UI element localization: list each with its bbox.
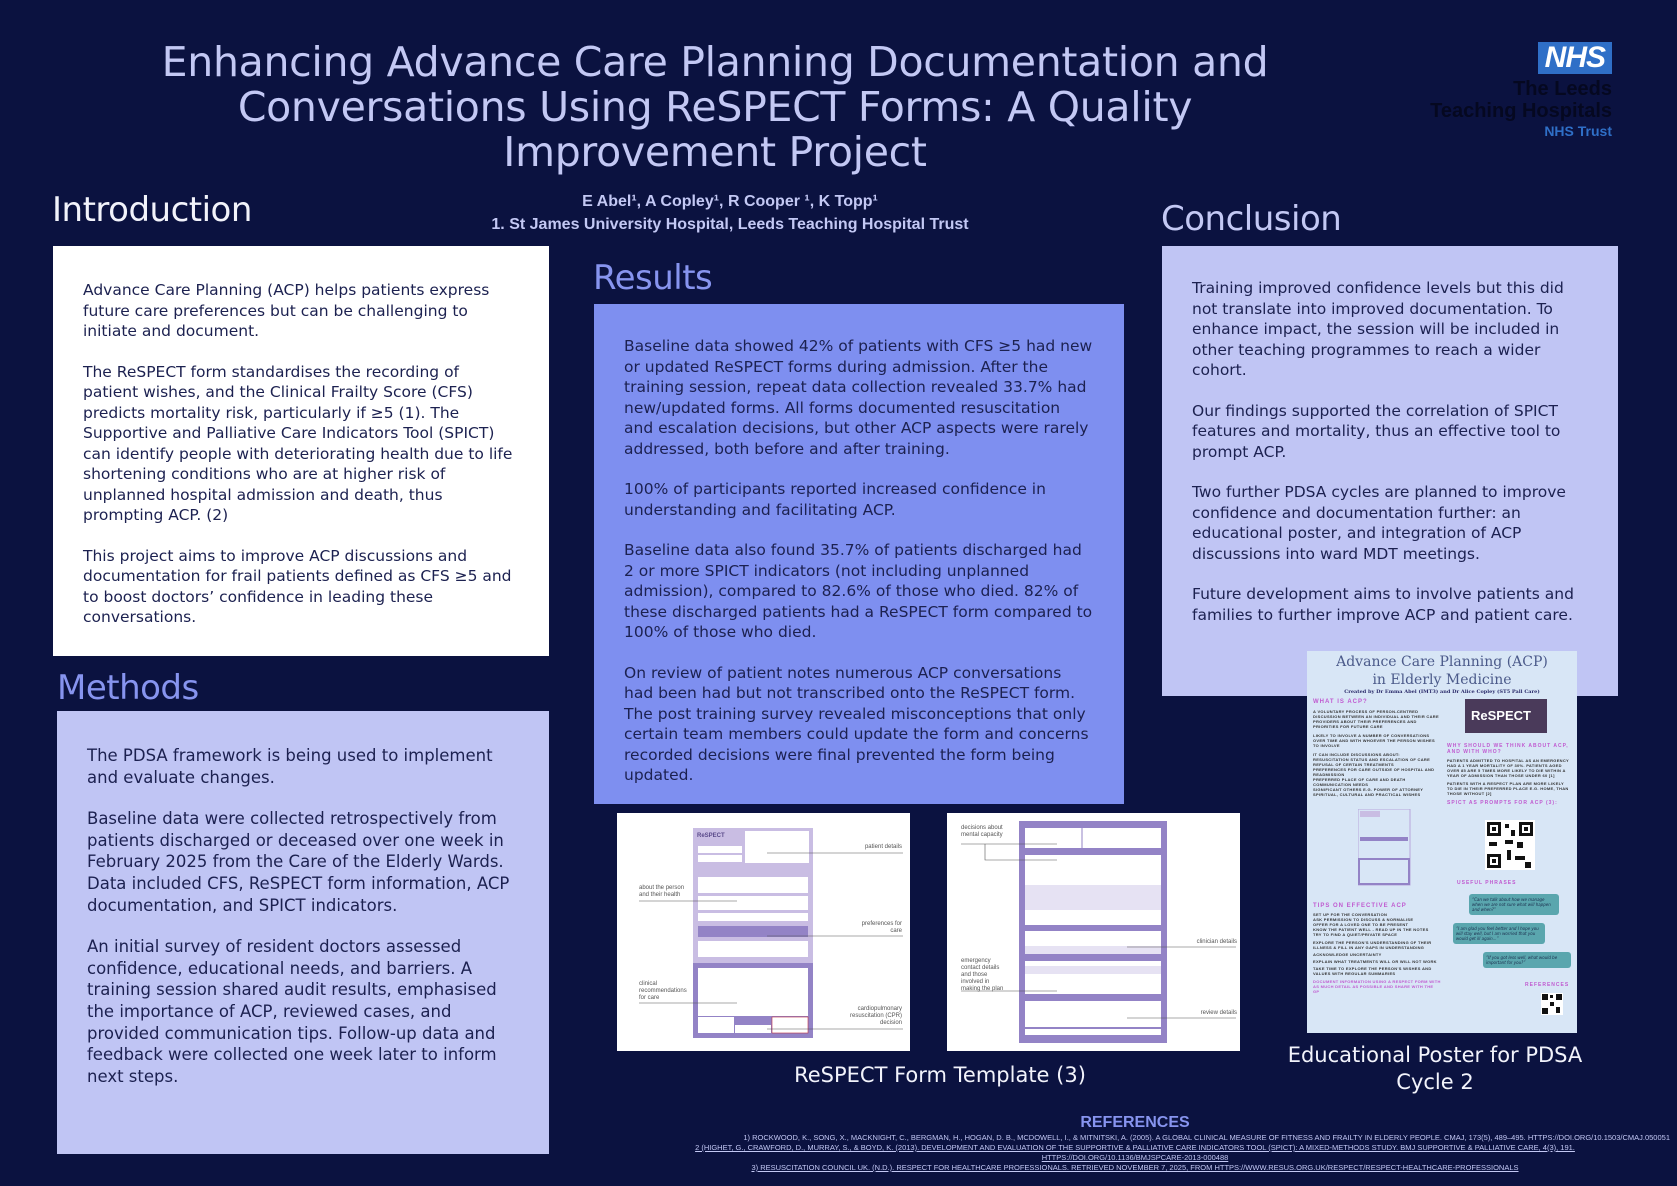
methods-paragraph: An initial survey of resident doctors assessed confidence, educational needs, and barriers. A training session shared audit results, emphasised the importance of ACP, reviewed cases, and provided communication tips. Follow-up data and feedback were collected one week later to inform next steps.: [87, 937, 497, 1086]
edu-heading-what-is: WHAT IS ACP?: [1313, 699, 1368, 705]
edu-left-column: [1313, 699, 1441, 994]
edu-tip-item: TRY TO FIND A QUIET/PRIVATE SPACE: [1313, 932, 1398, 937]
references-section: [600, 1113, 1670, 1173]
edu-include-item: RESUSCITATION STATUS AND ESCALATION OF CARE: [1313, 757, 1431, 762]
qr-code-icon: [1485, 820, 1535, 870]
results-heading: Results: [593, 258, 713, 298]
conclusion-paragraph: Two further PDSA cycles are planned to improve confidence and documentation further: an educational poster, and integration of ACP discussions into ward MDT meetings.: [1192, 483, 1566, 563]
edu-mini-respect-form-icon: [1358, 809, 1418, 889]
edu-phrase-bubble: “If you got less well, what would be important for you?”: [1483, 952, 1571, 968]
conclusion-heading: Conclusion: [1161, 199, 1342, 239]
edu-tip-more: ACKNOWLEDGE UNCERTAINTY: [1313, 952, 1382, 957]
edu-include-item: SIGNIFICANT OTHERS E.G. POWER OF ATTORNEY: [1313, 787, 1424, 792]
results-paragraph: 100% of participants reported increased confidence in understanding and facilitating ACP.: [624, 480, 1046, 519]
methods-paragraph: The PDSA framework is being used to implement and evaluate changes.: [87, 746, 493, 787]
intro-paragraph: Advance Care Planning (ACP) helps patients express future care preferences but can be challenging to initiate and document.: [83, 281, 490, 340]
methods-panel: [57, 711, 549, 1154]
methods-heading: Methods: [57, 668, 199, 708]
edu-heading-spict: SPICT AS PROMPTS FOR ACP (3):: [1447, 800, 1558, 806]
org-name-line2: Teaching Hospitals: [1430, 100, 1612, 122]
form-label-review-details: review details: [1200, 1010, 1237, 1016]
edu-heading-phrases: USEFUL PHRASES: [1457, 880, 1517, 886]
results-paragraph: On review of patient notes numerous ACP conversations had been had but not transcribed onto the ReSPECT form. The post training survey revealed misconceptions that only certain team members could update the form and concerns recorded decisions were final prevented the form being updated.: [624, 663, 1089, 784]
respect-brand-label: ReSPECT: [697, 833, 725, 839]
reference-item: 1) ROCKWOOD, K., SONG, X., MACKNIGHT, C., BERGMAN, H., HOGAN, D. B., MCDOWELL, I., & MITNITSKI, A. (2005). A GLOBAL CLINICAL MEASURE OF FITNESS AND FRAILTY IN ELDERLY PEOPLE. CMAJ, 173(5), 489–495. HTTPS://DOI.ORG/10.1503/CMAJ.050051: [743, 1133, 1670, 1142]
form-label-preferences: preferences for care: [861, 921, 902, 934]
edu-poster-credits: Created by Dr Emma Abel (IMT3) and Dr Alice Copley (ST5 Pall Care): [1344, 689, 1540, 695]
results-panel: [594, 304, 1124, 804]
edu-tip-final: DOCUMENT INFORMATION USING A RESPECT FORM WITH AS MUCH DETAIL AS POSSIBLE AND SHARE WITH THE GP: [1313, 979, 1441, 994]
respect-form-page2-figure: [947, 813, 1240, 1051]
form-label-clinical-recommendations: clinical recommendations for care: [639, 981, 687, 1001]
edu-include-item: PREFERENCES FOR CARE OUTSIDE OF HOSPITAL AND READMISSION: [1313, 767, 1435, 777]
edu-tip-more: TAKE TIME TO EXPLORE THE PERSON'S WISHES AND VALUES WITH REGULAR SUMMARIES: [1313, 966, 1432, 976]
form-label-mental-capacity: decisions about mental capacity: [961, 825, 1003, 838]
edu-heading-why: WHY SHOULD WE THINK ABOUT ACP, AND WITH WHO?: [1447, 743, 1569, 755]
poster-title: Enhancing Advance Care Planning Documentation and Conversations Using ReSPECT Forms: A Quality Improvement Project: [161, 38, 1269, 176]
nhs-logo: [1400, 42, 1612, 140]
edu-tip-more: EXPLORE THE PERSON'S UNDERSTANDING OF THEIR ILLNESS & FILL IN ANY GAPS IN UNDERSTANDING: [1313, 940, 1432, 950]
edu-why-item: PATIENTS ADMITTED TO HOSPITAL AS AN EMERGENCY HAD A 1 YEAR MORTALITY OF 30%. PATIENTS AGED OVER 85 ARE 5 TIMES MORE LIKELY TO DIE WITHIN A YEAR OF ADMISSION THAN THOSE UNDER 60 [1]: [1447, 758, 1569, 778]
results-paragraph: Baseline data showed 42% of patients with CFS ≥5 had new or updated ReSPECT forms during admission. After the training session, repeat data collection revealed 33.7% had new/updated forms. All forms documented resuscitation and escalation decisions, but other ACP aspects were rarely addressed, both before and after training.: [624, 337, 1093, 458]
references-heading: REFERENCES: [1080, 1114, 1190, 1131]
educational-poster-figure: [1307, 651, 1577, 1033]
org-name-line1: The Leeds: [1513, 78, 1612, 100]
author-block: [440, 190, 1020, 236]
conclusion-paragraph: Future development aims to involve patients and families to further improve ACP and patient care.: [1192, 585, 1574, 624]
affiliation: 1. St James University Hospital, Leeds Teaching Hospital Trust: [491, 216, 969, 233]
edu-tip-more: EXPLAIN WHAT TREATMENTS WILL OR WILL NOT WORK: [1313, 959, 1437, 964]
edu-references-label: REFERENCES: [1525, 982, 1570, 988]
reference-link[interactable]: 3) RESUSCITATION COUNCIL UK. (N.D.). RESPECT FOR HEALTHCARE PROFESSIONALS. RETRIEVED NOVEMBER 7, 2025, FROM HTTPS://WWW.RESUS.ORG.UK/RESPECT/RESPECT-HEALTHCARE-PROFESSIONALS: [751, 1163, 1519, 1172]
educational-poster-caption: Educational Poster for PDSA Cycle 2: [1287, 1043, 1583, 1094]
edu-include-item: COMMUNICATION NEEDS: [1313, 782, 1369, 787]
form-label-clinician-details: clinician details: [1196, 939, 1237, 945]
edu-tip-item: ASK PERMISSION TO DISCUSS & NORMALISE: [1313, 917, 1414, 922]
edu-phrase-bubble: “I am glad you feel better and I hope you will stay well, but I am worried that you would get ill again...”: [1453, 923, 1545, 944]
results-paragraph: Baseline data also found 35.7% of patients discharged had 2 or more SPICT indicators (not including unplanned admission), compared to 82.6% of those who died. 82% of these discharged patients had a ReSPECT form compared to 100% of those who died.: [624, 541, 1093, 641]
authors: E Abel¹, A Copley¹, R Cooper ¹, K Topp¹: [582, 193, 878, 210]
introduction-heading: Introduction: [52, 190, 252, 230]
form-label-patient-details: patient details: [864, 844, 902, 850]
reference-link[interactable]: HTTPS://DOI.ORG/10.1136/BMJSPCARE-2013-000488: [1041, 1153, 1229, 1162]
edu-poster-title-2: in Elderly Medicine: [1372, 672, 1512, 688]
form-label-cpr-decision: cardiopulmonary resuscitation (CPR) decision: [849, 1006, 902, 1026]
edu-references-qr-icon: [1541, 993, 1563, 1015]
conclusion-paragraph: Training improved confidence levels but this did not translate into improved documentation. To enhance impact, the session will be included in other teaching programmes to reach a wider cohort.: [1192, 279, 1564, 379]
edu-respect-badge: ReSPECT: [1465, 699, 1547, 733]
conclusion-panel: [1162, 246, 1618, 696]
edu-what-is-text: A VOLUNTARY PROCESS OF PERSON-CENTRED DISCUSSION BETWEEN AN INDIVIDUAL AND THEIR CARE PROVIDERS ABOUT THEIR PREFERENCES AND PRIORITIES FOR FUTURE CARE: [1313, 709, 1439, 729]
intro-paragraph: This project aims to improve ACP discussions and documentation for frail patients defined as CFS ≥5 and to boost doctors’ confidence in leading these conversations.: [83, 546, 512, 626]
edu-right-column: [1447, 699, 1571, 1015]
trust-name: NHS Trust: [1544, 123, 1612, 139]
edu-poster-title-1: Advance Care Planning (ACP): [1336, 654, 1548, 670]
edu-why-item: PATIENTS WITH A RESPECT PLAN ARE MORE LIKELY TO DIE IN THEIR PREFERRED PLACE E.G. HOME, THAN THOSE WITHOUT [2]: [1447, 781, 1569, 796]
methods-paragraph: Baseline data were collected retrospectively from patients discharged or deceased over one week in February 2025 from the Care of the Elderly Wards. Data included CFS, ReSPECT form information, ACP documentation, and SPICT indicators.: [87, 809, 510, 915]
edu-include-item: SPIRITUAL, CULTURAL AND PRACTICAL WISHES: [1313, 792, 1421, 797]
edu-tip-item: OFFER FOR A LOVED ONE TO BE PRESENT: [1313, 922, 1409, 927]
edu-heading-tips: TIPS ON EFFECTIVE ACP: [1313, 903, 1407, 909]
respect-form-page1-figure: [617, 813, 910, 1051]
reference-link[interactable]: 2 (HIGHET, G., CRAWFORD, D., MURRAY, S., & BOYD, K. (2013). DEVELOPMENT AND EVALUATION OF THE SUPPORTIVE & PALLIATIVE CARE INDICATORS TOOL (SPICT): A MIXED-METHODS STUDY. BMJ SUPPORTIVE & PALLIATIVE CARE, 4(3), 191.: [695, 1143, 1575, 1152]
form-label-about-person: about the person and their health: [639, 885, 685, 898]
edu-tip-item: KNOW THE PATIENT WELL - READ UP IN THE NOTES: [1313, 927, 1429, 932]
introduction-panel: [53, 246, 549, 656]
edu-include-item: PREFERRED PLACE OF CARE AND DEATH: [1313, 777, 1406, 782]
edu-include-item: REFUSAL OF CERTAIN TREATMENTS: [1313, 762, 1394, 767]
conclusion-paragraph: Our findings supported the correlation of SPICT features and mortality, thus an effective tool to prompt ACP.: [1192, 401, 1561, 461]
edu-phrase-bubble: “Can we talk about how we manage when we are not sure what will happen and when?”: [1469, 894, 1559, 915]
edu-tips-setup: SET UP FOR THE CONVERSATION: [1313, 912, 1388, 917]
respect-form-caption: ReSPECT Form Template (3): [794, 1063, 1086, 1087]
intro-paragraph: The ReSPECT form standardises the recording of patient wishes, and the Clinical Frailty Score (CFS) predicts mortality risk, particularly if ≥5 (1). The Supportive and Palliative Care Indicators Tool (SPICT) can identify people with deteriorating health due to life shortening conditions who are at higher risk of unplanned hospital admission and death, thus prompting ACP. (2): [83, 362, 513, 524]
edu-can-include: IT CAN INCLUDE DISCUSSIONS ABOUT:: [1313, 752, 1400, 757]
form-label-emergency-contact: emergency contact details and those involved in making the plan: [961, 958, 1004, 992]
nhs-badge-icon: NHS: [1538, 42, 1612, 74]
edu-likely-text: LIKELY TO INVOLVE A NUMBER OF CONVERSATIONS OVER TIME AND WITH WHOEVER THE PERSON WISHES TO INVOLVE: [1313, 733, 1435, 748]
